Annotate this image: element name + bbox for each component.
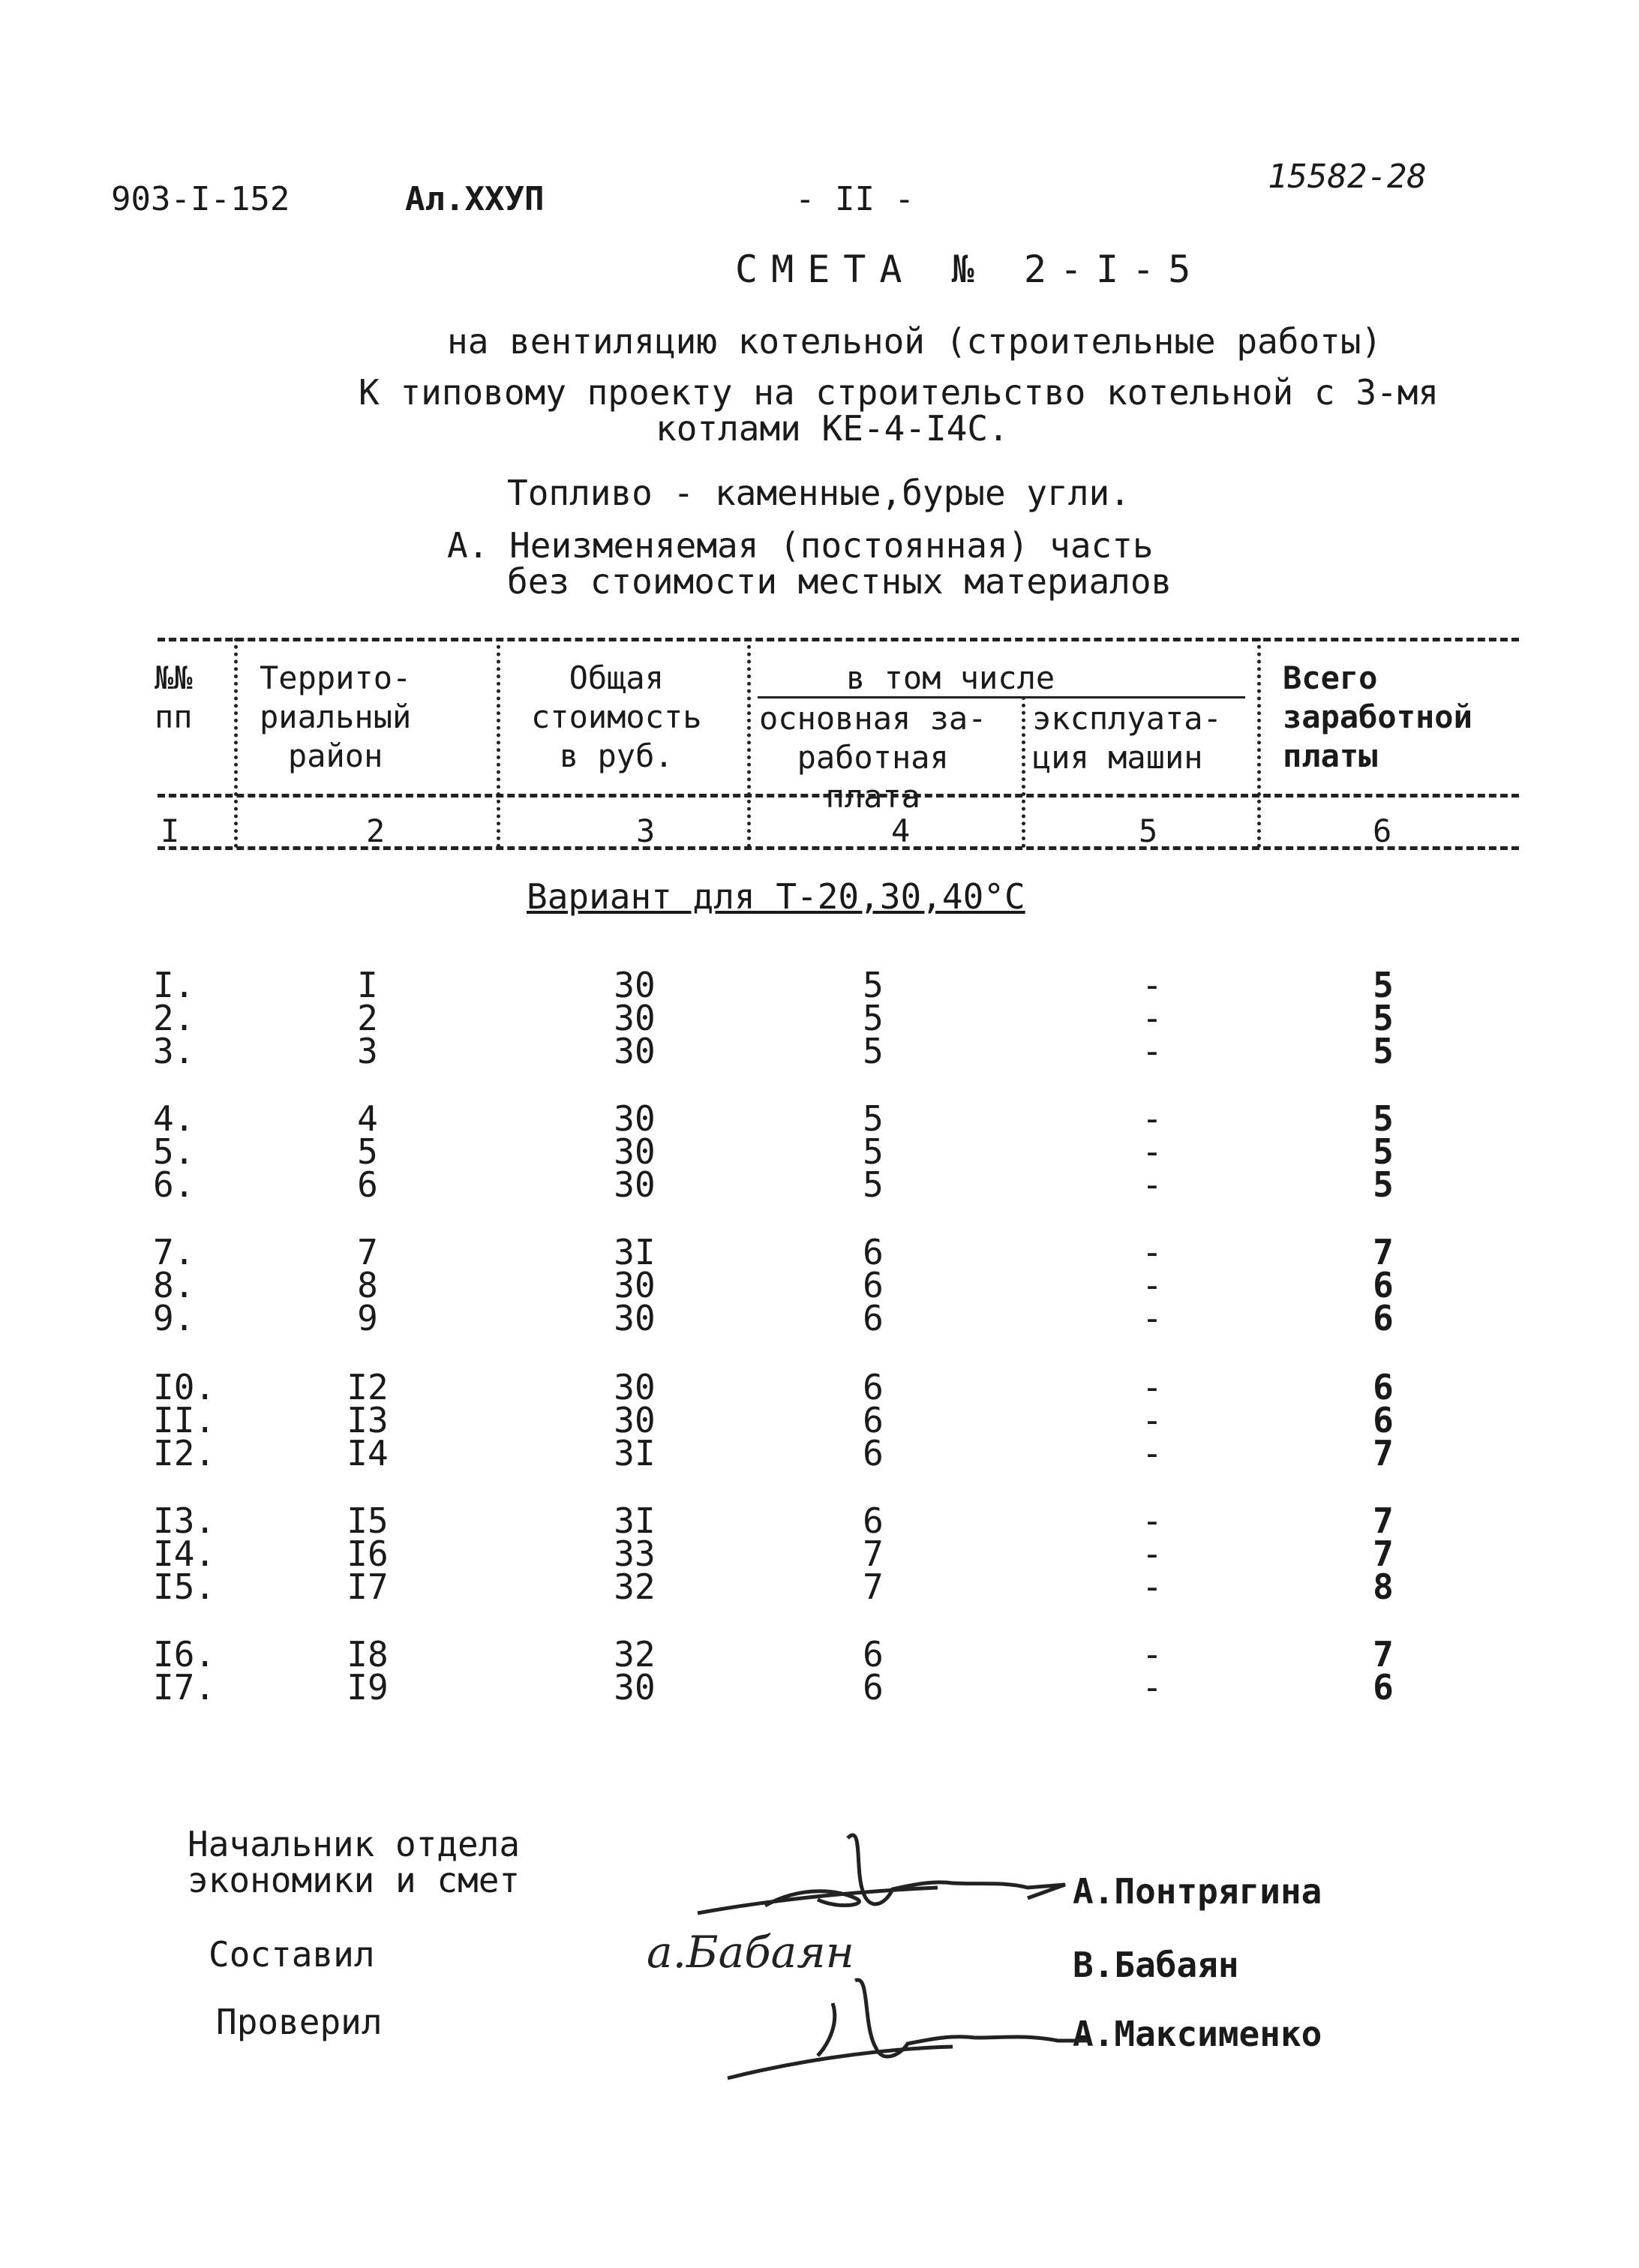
col-divider-2 xyxy=(497,638,500,848)
row-number: I0. xyxy=(153,1367,216,1407)
row-total-wage: 6 xyxy=(1373,1367,1394,1407)
col-number-5: 5 xyxy=(1139,813,1158,849)
signature-name-3: А.Максименко xyxy=(1073,2014,1322,2054)
row-total-wage: 6 xyxy=(1373,1265,1394,1305)
row-total-wage: 5 xyxy=(1373,998,1394,1038)
row-number: I6. xyxy=(153,1634,216,1675)
row-total-cost: 30 xyxy=(614,998,656,1038)
row-base-wage: 5 xyxy=(863,1131,884,1172)
row-total-cost: 30 xyxy=(614,1164,656,1205)
row-number: I. xyxy=(153,965,195,1005)
row-base-wage: 5 xyxy=(863,1164,884,1205)
row-machines: - xyxy=(1142,1534,1163,1574)
col-number-3: 3 xyxy=(636,813,656,849)
row-machines: - xyxy=(1142,1232,1163,1272)
row-total-wage: 7 xyxy=(1373,1500,1394,1541)
row-total-wage: 5 xyxy=(1373,1031,1394,1071)
row-number: 7. xyxy=(153,1232,195,1272)
row-machines: - xyxy=(1142,1433,1163,1473)
row-machines: - xyxy=(1142,1131,1163,1172)
signature-role-1: Начальник отдела экономики и смет xyxy=(188,1824,521,1900)
row-total-cost: 30 xyxy=(614,1298,656,1338)
signature-name-2: В.Бабаян xyxy=(1073,1945,1239,1985)
row-base-wage: 6 xyxy=(863,1500,884,1541)
col-number-4: 4 xyxy=(891,813,911,849)
row-base-wage: 6 xyxy=(863,1232,884,1272)
document-title: СМЕТА № 2-I-5 xyxy=(735,248,1205,291)
row-base-wage: 5 xyxy=(863,1031,884,1071)
col-header-total-cost: Общая стоимость в руб. xyxy=(531,659,702,774)
row-base-wage: 5 xyxy=(863,1098,884,1139)
row-number: I7. xyxy=(153,1667,216,1708)
row-number: 8. xyxy=(153,1265,195,1305)
row-region: I2 xyxy=(347,1367,389,1407)
row-total-wage: 6 xyxy=(1373,1298,1394,1338)
row-total-cost: 30 xyxy=(614,965,656,1005)
table-top-rule xyxy=(158,638,1519,641)
row-total-wage: 7 xyxy=(1373,1634,1394,1675)
row-base-wage: 6 xyxy=(863,1400,884,1440)
row-total-wage: 5 xyxy=(1373,965,1394,1005)
row-total-cost: 30 xyxy=(614,1367,656,1407)
col-header-machines: эксплуата- ция машин xyxy=(1032,700,1222,776)
row-total-cost: 30 xyxy=(614,1667,656,1708)
row-base-wage: 6 xyxy=(863,1634,884,1675)
row-machines: - xyxy=(1142,1567,1163,1607)
row-total-wage: 5 xyxy=(1373,1098,1394,1139)
row-total-cost: 30 xyxy=(614,1265,656,1305)
handwritten-signature-1 xyxy=(690,1816,1080,1928)
project-code: 903-I-152 xyxy=(111,180,290,218)
row-number: 5. xyxy=(153,1131,195,1172)
row-total-wage: 6 xyxy=(1373,1667,1394,1708)
row-base-wage: 6 xyxy=(863,1367,884,1407)
row-machines: - xyxy=(1142,1667,1163,1708)
row-base-wage: 7 xyxy=(863,1534,884,1574)
col-header-number: №№ пп xyxy=(155,659,193,735)
fuel-type: Топливо - каменные,бурые угли. xyxy=(507,473,1130,513)
row-base-wage: 6 xyxy=(863,1265,884,1305)
handwritten-signature-2: а.Бабаян xyxy=(647,1927,854,1978)
row-number: I5. xyxy=(153,1567,216,1607)
row-total-wage: 5 xyxy=(1373,1131,1394,1172)
row-region: 3 xyxy=(357,1031,378,1071)
row-base-wage: 5 xyxy=(863,998,884,1038)
row-total-wage: 7 xyxy=(1373,1534,1394,1574)
row-machines: - xyxy=(1142,998,1163,1038)
row-machines: - xyxy=(1142,1031,1163,1071)
col-header-group: в том числе xyxy=(846,659,1055,696)
row-region: I6 xyxy=(347,1534,389,1574)
row-region: 7 xyxy=(357,1232,378,1272)
row-total-wage: 7 xyxy=(1373,1232,1394,1272)
row-base-wage: 7 xyxy=(863,1567,884,1607)
row-number: I4. xyxy=(153,1534,216,1574)
row-machines: - xyxy=(1142,1500,1163,1541)
row-machines: - xyxy=(1142,1400,1163,1440)
row-machines: - xyxy=(1142,1367,1163,1407)
row-total-cost: 33 xyxy=(614,1534,656,1574)
album-number: Ал.ХХУП xyxy=(405,180,545,218)
document-number: 15582-28 xyxy=(1268,158,1427,196)
row-base-wage: 6 xyxy=(863,1667,884,1708)
page-number: - II - xyxy=(795,180,914,218)
row-total-wage: 5 xyxy=(1373,1164,1394,1205)
row-total-cost: 3I xyxy=(614,1500,656,1541)
row-base-wage: 6 xyxy=(863,1433,884,1473)
row-region: I xyxy=(357,965,378,1005)
subtitle-line-3: котлами КЕ-4-I4С. xyxy=(656,408,1009,449)
col-number-1: I xyxy=(161,813,180,849)
col-divider-1 xyxy=(234,638,238,848)
col-divider-5 xyxy=(1257,638,1261,848)
row-region: I8 xyxy=(347,1634,389,1675)
section-title: А. Неизменяемая (постоянная) часть xyxy=(447,525,1154,566)
row-region: I3 xyxy=(347,1400,389,1440)
col-number-6: 6 xyxy=(1373,813,1392,849)
row-number: I2. xyxy=(153,1433,216,1473)
row-machines: - xyxy=(1142,1634,1163,1675)
row-machines: - xyxy=(1142,1298,1163,1338)
row-total-cost: 30 xyxy=(614,1400,656,1440)
subtitle-line-2: К типовому проекту на строительство котельной с 3-мя xyxy=(359,372,1439,413)
table-colnum-rule xyxy=(158,846,1519,850)
row-number: 9. xyxy=(153,1298,195,1338)
row-region: 8 xyxy=(357,1265,378,1305)
subtitle-line-1: на вентиляцию котельной (строительные работы) xyxy=(447,321,1382,362)
row-region: 2 xyxy=(357,998,378,1038)
row-total-cost: 30 xyxy=(614,1098,656,1139)
col-divider-3 xyxy=(747,638,751,848)
row-total-cost: 32 xyxy=(614,1567,656,1607)
row-total-cost: 32 xyxy=(614,1634,656,1675)
variant-heading: Вариант для Т-20,30,40°С xyxy=(527,876,1025,917)
col-divider-4 xyxy=(1022,696,1025,848)
row-region: I7 xyxy=(347,1567,389,1607)
signature-name-1: А.Понтрягина xyxy=(1073,1871,1322,1912)
col-number-2: 2 xyxy=(366,813,386,849)
row-number: 2. xyxy=(153,998,195,1038)
row-region: 9 xyxy=(357,1298,378,1338)
row-machines: - xyxy=(1142,1098,1163,1139)
row-total-cost: 3I xyxy=(614,1433,656,1473)
row-machines: - xyxy=(1142,965,1163,1005)
row-total-cost: 30 xyxy=(614,1031,656,1071)
row-machines: - xyxy=(1142,1265,1163,1305)
row-total-wage: 7 xyxy=(1373,1433,1394,1473)
row-total-wage: 6 xyxy=(1373,1400,1394,1440)
row-region: 5 xyxy=(357,1131,378,1172)
row-total-cost: 30 xyxy=(614,1131,656,1172)
row-number: 3. xyxy=(153,1031,195,1071)
row-number: I3. xyxy=(153,1500,216,1541)
signature-role-2: Составил xyxy=(209,1934,375,1975)
row-region: I5 xyxy=(347,1500,389,1541)
row-machines: - xyxy=(1142,1164,1163,1205)
handwritten-signature-3 xyxy=(705,1966,1095,2093)
row-number: II. xyxy=(153,1400,216,1440)
row-number: 4. xyxy=(153,1098,195,1139)
section-subtitle: без стоимости местных материалов xyxy=(507,561,1172,602)
row-region: I4 xyxy=(347,1433,389,1473)
row-base-wage: 6 xyxy=(863,1298,884,1338)
signature-role-3: Проверил xyxy=(216,2002,383,2042)
row-region: 6 xyxy=(357,1164,378,1205)
row-total-wage: 8 xyxy=(1373,1567,1394,1607)
row-base-wage: 5 xyxy=(863,965,884,1005)
row-region: I9 xyxy=(347,1667,389,1708)
row-number: 6. xyxy=(153,1164,195,1205)
row-region: 4 xyxy=(357,1098,378,1139)
col-header-total-wage: Всего заработной платы xyxy=(1283,659,1472,774)
row-total-cost: 3I xyxy=(614,1232,656,1272)
col-header-region: Террито- риальный район xyxy=(260,659,412,774)
col-header-base-wage: основная за- работная плата xyxy=(759,700,987,815)
